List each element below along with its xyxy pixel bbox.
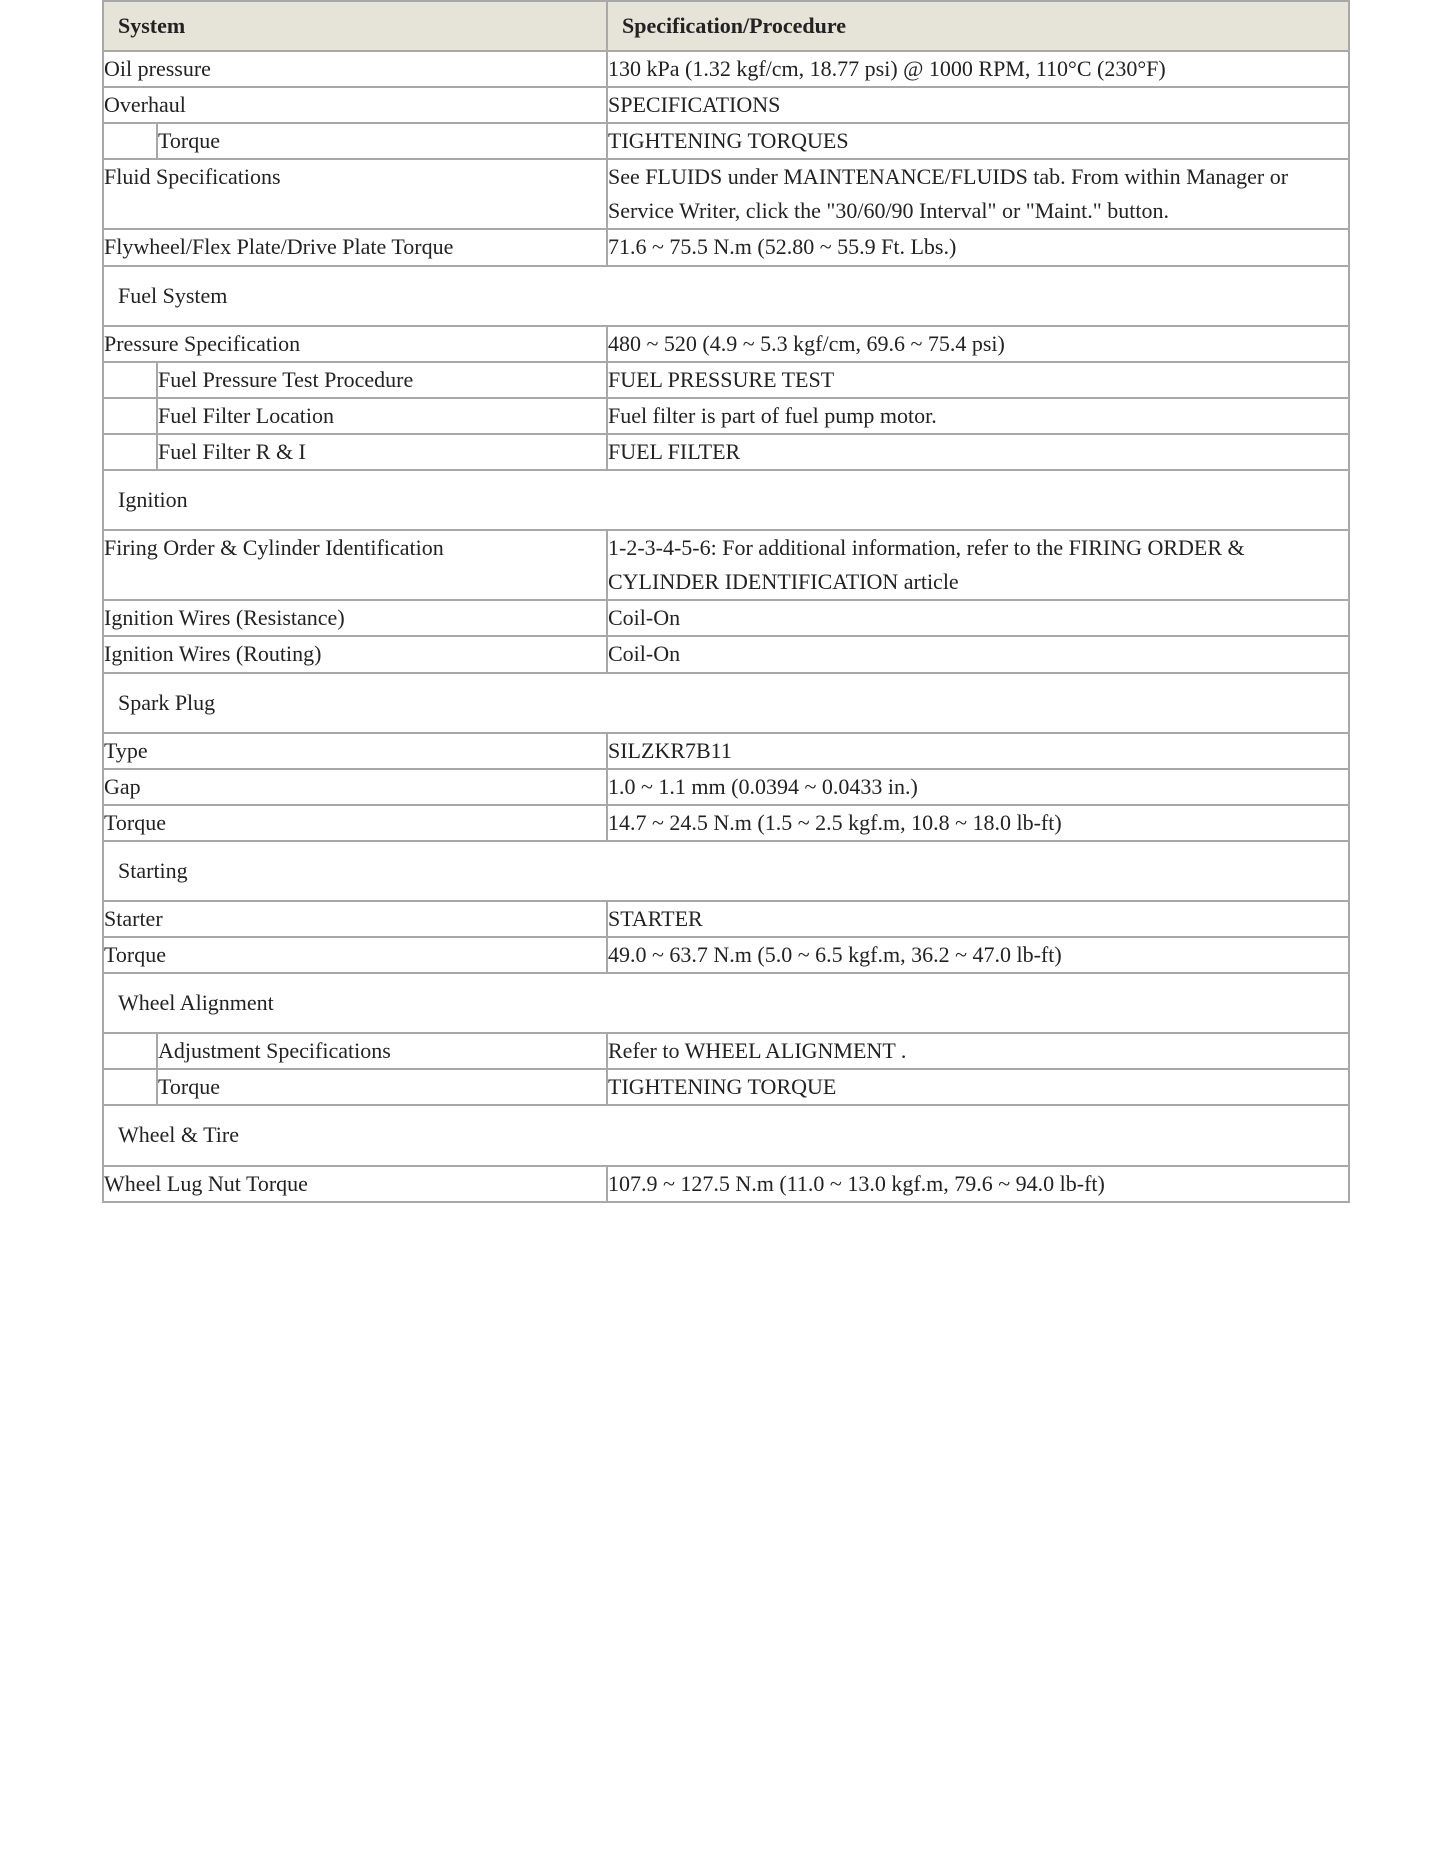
system-cell: Adjustment Specifications	[157, 1033, 607, 1069]
spec-cell: Coil-On	[607, 600, 1349, 636]
spec-cell: STARTER	[607, 901, 1349, 937]
spec-cell: Coil-On	[607, 636, 1349, 672]
table-row	[103, 229, 1349, 265]
system-cell: Gap	[103, 769, 607, 805]
spec-cell: 71.6 ~ 75.5 N.m (52.80 ~ 55.9 Ft. Lbs.)	[607, 229, 1349, 265]
spec-cell: 49.0 ~ 63.7 N.m (5.0 ~ 6.5 kgf.m, 36.2 ~ 47.0 lb-ft)	[607, 937, 1349, 973]
spec-cell: SPECIFICATIONS	[607, 87, 1349, 123]
section-row	[103, 673, 1349, 733]
system-cell: Overhaul	[103, 87, 607, 123]
system-cell: Torque	[157, 1069, 607, 1105]
system-cell: Torque	[157, 123, 607, 159]
table-row	[103, 434, 1349, 470]
table-row	[103, 600, 1349, 636]
section-heading: Spark Plug	[103, 673, 1349, 733]
header-specification: Specification/Procedure	[607, 1, 1349, 51]
system-cell: Pressure Specification	[103, 326, 607, 362]
section-heading: Wheel Alignment	[103, 973, 1349, 1033]
section-heading: Ignition	[103, 470, 1349, 530]
spec-cell: 107.9 ~ 127.5 N.m (11.0 ~ 13.0 kgf.m, 79.6 ~ 94.0 lb-ft)	[607, 1166, 1349, 1202]
system-cell: Starter	[103, 901, 607, 937]
table-row	[103, 1166, 1349, 1202]
system-cell: Torque	[103, 937, 607, 973]
system-cell: Oil pressure	[103, 51, 607, 87]
indent-spacer-cell	[103, 398, 157, 434]
section-row	[103, 1105, 1349, 1165]
table-row	[103, 805, 1349, 841]
table-header-row	[103, 1, 1349, 51]
section-row	[103, 841, 1349, 901]
spec-cell: FUEL FILTER	[607, 434, 1349, 470]
indent-spacer-cell	[103, 434, 157, 470]
system-cell: Ignition Wires (Resistance)	[103, 600, 607, 636]
system-cell: Torque	[103, 805, 607, 841]
system-cell: Ignition Wires (Routing)	[103, 636, 607, 672]
section-heading: Fuel System	[103, 266, 1349, 326]
spec-cell: FUEL PRESSURE TEST	[607, 362, 1349, 398]
table-row	[103, 87, 1349, 123]
system-cell: Fluid Specifications	[103, 159, 607, 229]
indent-spacer-cell	[103, 362, 157, 398]
system-cell: Fuel Filter R & I	[157, 434, 607, 470]
table-row	[103, 362, 1349, 398]
spec-cell: TIGHTENING TORQUES	[607, 123, 1349, 159]
section-heading: Starting	[103, 841, 1349, 901]
spec-cell: SILZKR7B11	[607, 733, 1349, 769]
header-system: System	[103, 1, 607, 51]
section-row	[103, 266, 1349, 326]
table-row	[103, 326, 1349, 362]
spec-cell: TIGHTENING TORQUE	[607, 1069, 1349, 1105]
indent-spacer-cell	[103, 123, 157, 159]
system-cell: Fuel Pressure Test Procedure	[157, 362, 607, 398]
spec-cell: See FLUIDS under MAINTENANCE/FLUIDS tab. From within Manager or Service Writer, click the "30/60/90 Interval" or "Maint." button.	[607, 159, 1349, 229]
table-row	[103, 1069, 1349, 1105]
system-cell: Firing Order & Cylinder Identification	[103, 530, 607, 600]
system-cell: Wheel Lug Nut Torque	[103, 1166, 607, 1202]
indent-spacer-cell	[103, 1033, 157, 1069]
specifications-table	[102, 0, 1350, 1203]
table-row	[103, 937, 1349, 973]
table-row	[103, 51, 1349, 87]
table-row	[103, 1033, 1349, 1069]
section-heading: Wheel & Tire	[103, 1105, 1349, 1165]
table-row	[103, 123, 1349, 159]
spec-cell: Refer to WHEEL ALIGNMENT .	[607, 1033, 1349, 1069]
table-row	[103, 159, 1349, 229]
table-row	[103, 636, 1349, 672]
table-row	[103, 398, 1349, 434]
system-cell: Flywheel/Flex Plate/Drive Plate Torque	[103, 229, 607, 265]
spec-cell: 130 kPa (1.32 kgf/cm, 18.77 psi) @ 1000 RPM, 110°C (230°F)	[607, 51, 1349, 87]
spec-cell: 14.7 ~ 24.5 N.m (1.5 ~ 2.5 kgf.m, 10.8 ~ 18.0 lb-ft)	[607, 805, 1349, 841]
system-cell: Fuel Filter Location	[157, 398, 607, 434]
spec-cell: 480 ~ 520 (4.9 ~ 5.3 kgf/cm, 69.6 ~ 75.4 psi)	[607, 326, 1349, 362]
spec-cell: 1.0 ~ 1.1 mm (0.0394 ~ 0.0433 in.)	[607, 769, 1349, 805]
spec-cell: 1-2-3-4-5-6: For additional information, refer to the FIRING ORDER & CYLINDER IDENTIFICATION article	[607, 530, 1349, 600]
spec-cell: Fuel filter is part of fuel pump motor.	[607, 398, 1349, 434]
table-row	[103, 901, 1349, 937]
section-row	[103, 973, 1349, 1033]
system-cell: Type	[103, 733, 607, 769]
indent-spacer-cell	[103, 1069, 157, 1105]
table-row	[103, 530, 1349, 600]
table-row	[103, 769, 1349, 805]
table-row	[103, 733, 1349, 769]
section-row	[103, 470, 1349, 530]
